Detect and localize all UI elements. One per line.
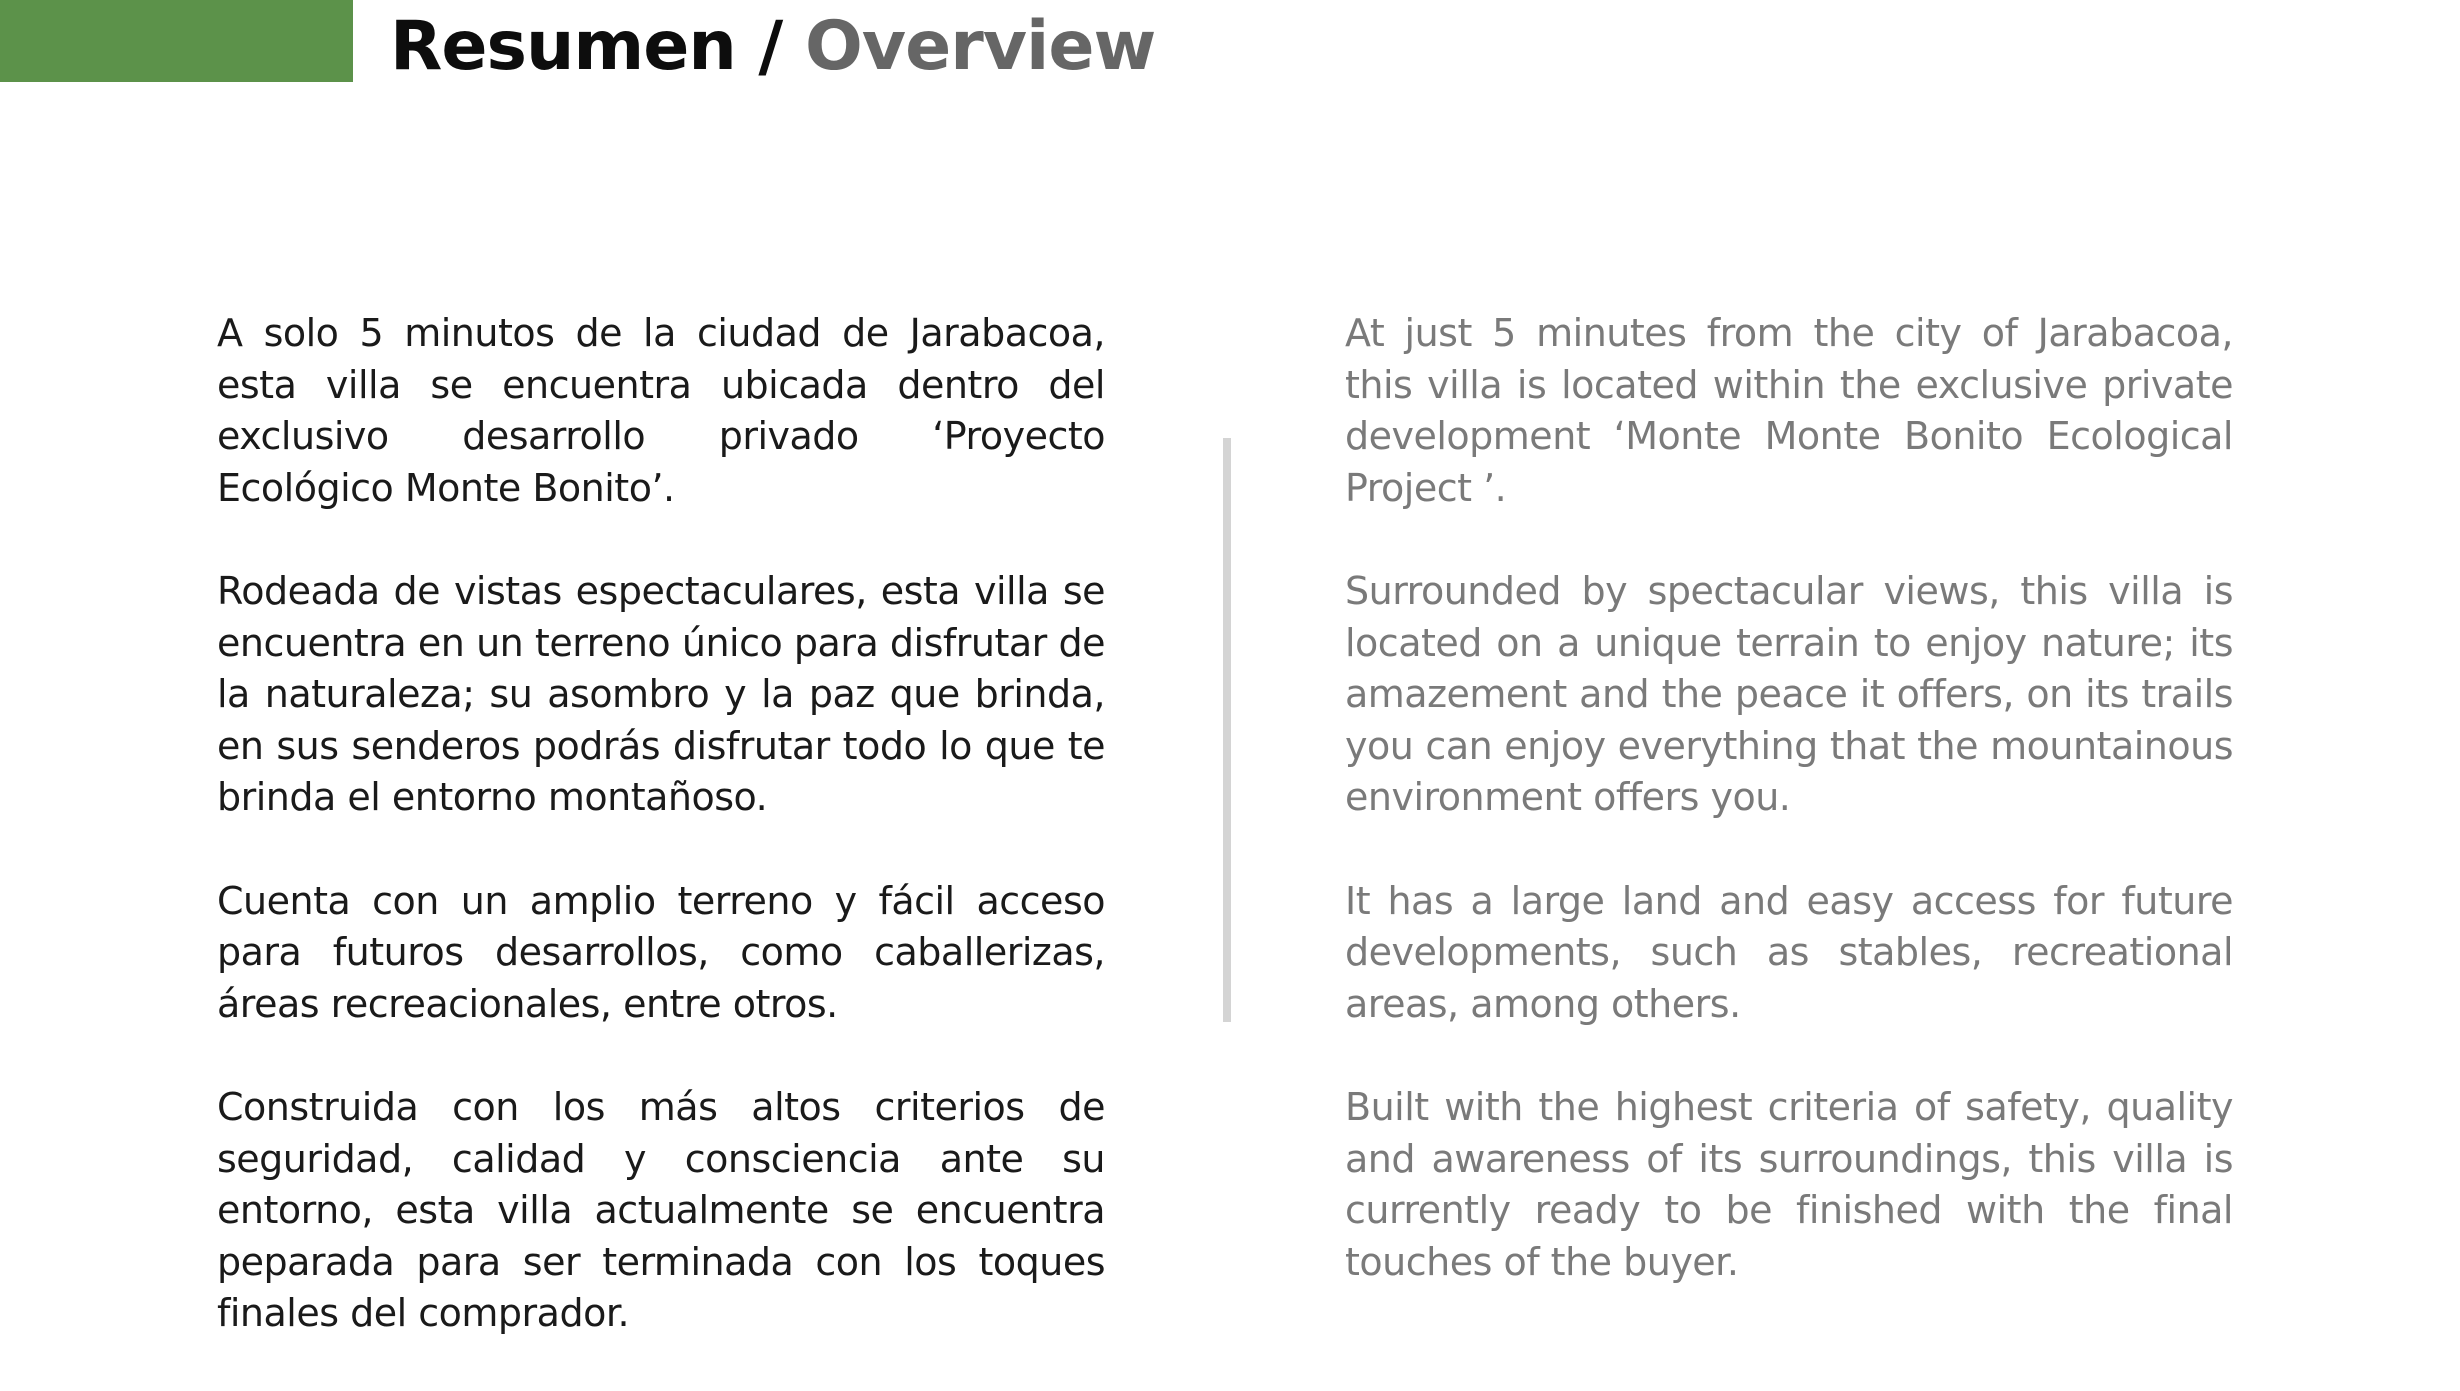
page-title bbox=[390, 4, 1155, 90]
header-accent-bar bbox=[0, 0, 353, 82]
english-paragraph-location: At just 5 minutes from the city of Jarabacoa, this villa is located within the exclusive private development ‘Monte Monte Bonito Ecological Project ’. bbox=[1345, 311, 2233, 510]
column-divider bbox=[1223, 438, 1231, 1022]
english-paragraph-land: It has a large land and easy access for future developments, such as stables, recreational areas, among others. bbox=[1345, 878, 2233, 1026]
title-english: Overview bbox=[804, 7, 1156, 86]
english-paragraph-views: Surrounded by spectacular views, this villa is located on a unique terrain to enjoy nature; its amazement and the peace it offers, on its trails you can enjoy everything that the mountainous environment offers you. bbox=[1345, 568, 2233, 820]
spanish-column bbox=[217, 308, 1105, 1391]
spanish-paragraph-views: Rodeada de vistas espectaculares, esta villa se encuentra en un terreno único para disfrutar de la naturaleza; su asombro y la paz que brinda, en sus senderos podrás disfrutar todo lo que te brinda el entorno montañoso. bbox=[217, 568, 1105, 820]
spanish-paragraph-location: A solo 5 minutos de la ciudad de Jarabacoa, esta villa se encuentra ubicada dentro del exclusivo desarrollo privado ‘Proyecto Ecológico Monte Bonito’. bbox=[217, 311, 1105, 510]
title-separator: / bbox=[735, 7, 805, 86]
spanish-paragraph-land: Cuenta con un amplio terreno y fácil acceso para futuros desarrollos, como caballerizas, áreas recreacionales, entre otros. bbox=[217, 878, 1105, 1026]
title-spanish: Resumen bbox=[390, 7, 736, 86]
spanish-paragraph-construction: Construida con los más altos criterios de seguridad, calidad y consciencia ante su entorno, esta villa actualmente se encuentra peparada para ser terminada con los toques finales del comprador. bbox=[217, 1084, 1105, 1336]
english-paragraph-construction: Built with the highest criteria of safety, quality and awareness of its surroundings, this villa is currently ready to be finished with the final touches of the buyer. bbox=[1345, 1084, 2233, 1284]
english-column bbox=[1345, 308, 2233, 1340]
